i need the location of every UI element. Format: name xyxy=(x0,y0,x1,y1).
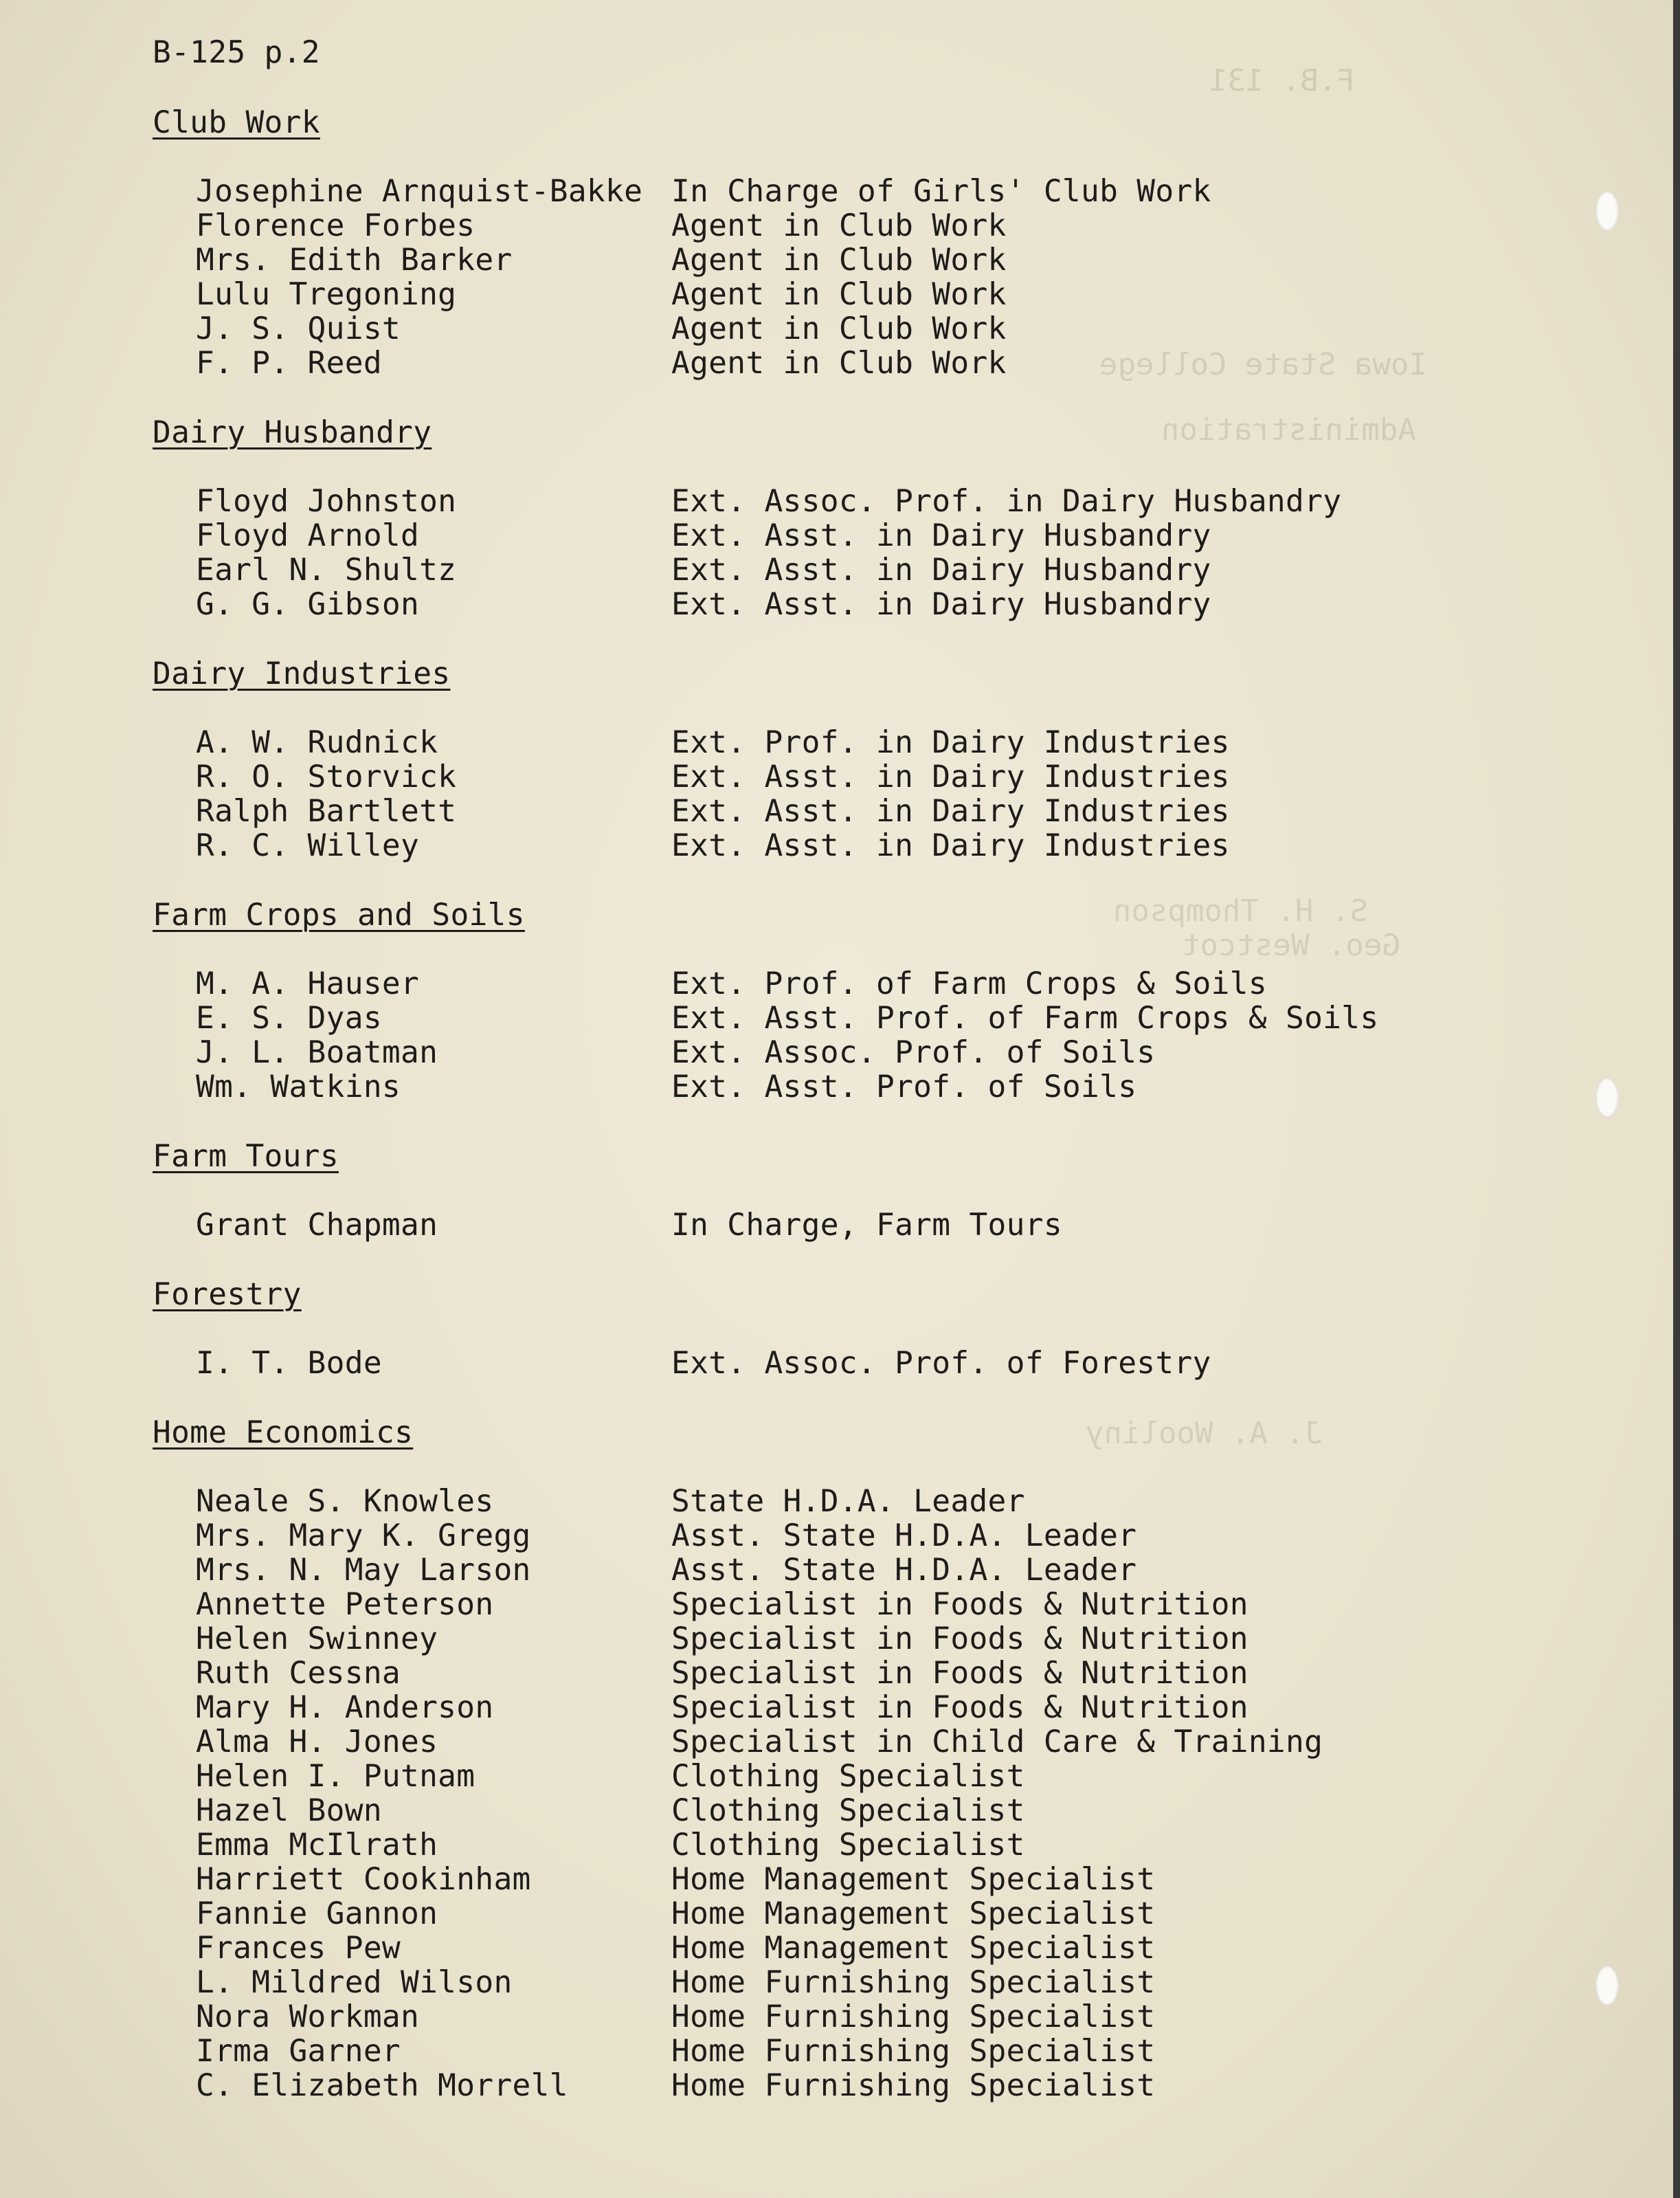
section-dairy-industries xyxy=(153,657,1561,863)
staff-row xyxy=(153,1863,1561,1897)
bleed-through-text: F.B. 131 xyxy=(1209,63,1355,98)
staff-title: Ext. Assoc. Prof. of Soils xyxy=(671,1035,1156,1070)
staff-name: G. G. Gibson xyxy=(196,587,420,622)
staff-row xyxy=(153,1519,1561,1553)
staff-title: Ext. Asst. in Dairy Industries xyxy=(671,828,1230,863)
staff-title: Agent in Club Work xyxy=(671,243,1007,278)
staff-name: Hazel Bown xyxy=(196,1793,382,1828)
staff-row xyxy=(153,1588,1561,1622)
staff-title: Ext. Asst. in Dairy Husbandry xyxy=(671,553,1211,588)
staff-title: Agent in Club Work xyxy=(671,311,1007,346)
staff-name: Lulu Tregoning xyxy=(196,277,457,312)
section-farm-crops-and-soils xyxy=(153,898,1561,1104)
staff-row xyxy=(153,795,1561,829)
staff-row xyxy=(153,312,1561,346)
staff-row xyxy=(153,1794,1561,1828)
section-heading: Forestry xyxy=(153,1277,302,1312)
staff-row xyxy=(153,485,1561,519)
bleed-through-text: J. A. Wooliny xyxy=(1086,1416,1323,1451)
staff-row xyxy=(153,1070,1561,1104)
staff-title: Ext. Asst. in Dairy Husbandry xyxy=(671,518,1211,553)
staff-name: C. Elizabeth Morrell xyxy=(196,2068,568,2103)
staff-row xyxy=(153,1897,1561,1931)
staff-name: Alma H. Jones xyxy=(196,1724,438,1759)
staff-row xyxy=(153,553,1561,588)
staff-title: Ext. Assoc. Prof. of Forestry xyxy=(671,1346,1211,1381)
bleed-through-text: Geo. Westcot xyxy=(1182,928,1400,963)
staff-row xyxy=(153,1656,1561,1691)
staff-title: Ext. Asst. in Dairy Industries xyxy=(671,794,1230,829)
staff-row xyxy=(153,2069,1561,2103)
staff-listing xyxy=(153,36,1561,2138)
staff-row xyxy=(153,1208,1561,1243)
staff-name: Fannie Gannon xyxy=(196,1896,438,1931)
staff-name: Florence Forbes xyxy=(196,208,475,243)
section-heading: Club Work xyxy=(153,105,320,140)
staff-name: Emma McIlrath xyxy=(196,1828,438,1863)
staff-name: Mrs. Edith Barker xyxy=(196,243,513,278)
section-club-work xyxy=(153,106,1561,381)
staff-title: Home Furnishing Specialist xyxy=(671,1965,1156,2000)
staff-row xyxy=(153,2000,1561,2034)
staff-row xyxy=(153,243,1561,278)
page-reference: B-125 p.2 xyxy=(153,35,320,70)
staff-title: Ext. Asst. in Dairy Husbandry xyxy=(671,587,1211,622)
staff-name: Floyd Arnold xyxy=(196,518,420,553)
punch-hole xyxy=(1595,1966,1619,2006)
staff-name: Grant Chapman xyxy=(196,1208,438,1243)
staff-row xyxy=(153,1001,1561,1036)
staff-name: L. Mildred Wilson xyxy=(196,1965,513,2000)
staff-title: Specialist in Foods & Nutrition xyxy=(671,1656,1248,1691)
staff-name: Ralph Bartlett xyxy=(196,794,457,829)
staff-name: I. T. Bode xyxy=(196,1346,382,1381)
staff-row xyxy=(153,1828,1561,1863)
staff-name: Wm. Watkins xyxy=(196,1069,401,1104)
staff-row xyxy=(153,1691,1561,1725)
staff-row xyxy=(153,1485,1561,1519)
staff-name: Annette Peterson xyxy=(196,1587,494,1622)
staff-name: Irma Garner xyxy=(196,2034,401,2069)
staff-title: Agent in Club Work xyxy=(671,277,1007,312)
staff-name: E. S. Dyas xyxy=(196,1001,382,1036)
staff-row xyxy=(153,1553,1561,1588)
staff-title: Agent in Club Work xyxy=(671,208,1007,243)
staff-row xyxy=(153,1725,1561,1759)
staff-title: In Charge, Farm Tours xyxy=(671,1208,1062,1243)
staff-name: Mrs. Mary K. Gregg xyxy=(196,1518,531,1553)
staff-title: State H.D.A. Leader xyxy=(671,1484,1025,1519)
staff-row xyxy=(153,967,1561,1001)
staff-title: Clothing Specialist xyxy=(671,1759,1025,1794)
staff-row xyxy=(153,1759,1561,1794)
staff-title: Ext. Asst. in Dairy Industries xyxy=(671,759,1230,795)
staff-name: Helen I. Putnam xyxy=(196,1759,475,1794)
staff-title: Ext. Prof. in Dairy Industries xyxy=(671,725,1230,760)
staff-name: Floyd Johnston xyxy=(196,484,457,519)
staff-title: Clothing Specialist xyxy=(671,1828,1025,1863)
staff-row xyxy=(153,2034,1561,2069)
staff-name: A. W. Rudnick xyxy=(196,725,438,760)
staff-row xyxy=(153,519,1561,553)
punch-hole xyxy=(1595,1078,1619,1118)
staff-name: F. P. Reed xyxy=(196,346,382,381)
section-heading: Farm Crops and Soils xyxy=(153,898,525,933)
staff-row xyxy=(153,1346,1561,1381)
staff-name: R. C. Willey xyxy=(196,828,420,863)
staff-row xyxy=(153,760,1561,795)
staff-title: Home Management Specialist xyxy=(671,1931,1156,1966)
staff-title: Ext. Prof. of Farm Crops & Soils xyxy=(671,966,1267,1001)
bleed-through-text: Administration xyxy=(1161,412,1416,447)
staff-name: R. O. Storvick xyxy=(196,759,457,795)
staff-title: Asst. State H.D.A. Leader xyxy=(671,1518,1137,1553)
staff-row xyxy=(153,1931,1561,1966)
staff-name: J. S. Quist xyxy=(196,311,401,346)
section-home-economics xyxy=(153,1416,1561,2103)
staff-name: Mrs. N. May Larson xyxy=(196,1553,531,1588)
staff-name: Earl N. Shultz xyxy=(196,553,457,588)
staff-title: Specialist in Foods & Nutrition xyxy=(671,1621,1248,1656)
staff-row xyxy=(153,588,1561,622)
section-dairy-husbandry xyxy=(153,416,1561,622)
staff-title: In Charge of Girls' Club Work xyxy=(671,174,1211,209)
staff-row xyxy=(153,829,1561,863)
bleed-through-text: S. H. Thompson xyxy=(1113,893,1368,929)
staff-name: J. L. Boatman xyxy=(196,1035,438,1070)
staff-title: Ext. Asst. Prof. of Farm Crops & Soils xyxy=(671,1001,1379,1036)
section-heading: Dairy Husbandry xyxy=(153,415,432,450)
staff-title: Ext. Assoc. Prof. in Dairy Husbandry xyxy=(671,484,1342,519)
staff-title: Ext. Asst. Prof. of Soils xyxy=(671,1069,1137,1104)
staff-name: Harriett Cookinham xyxy=(196,1862,531,1897)
staff-name: Helen Swinney xyxy=(196,1621,438,1656)
staff-row xyxy=(153,209,1561,243)
staff-title: Home Management Specialist xyxy=(671,1862,1156,1897)
staff-name: Ruth Cessna xyxy=(196,1656,401,1691)
section-farm-tours xyxy=(153,1140,1561,1243)
section-forestry xyxy=(153,1278,1561,1381)
section-heading: Home Economics xyxy=(153,1415,414,1450)
staff-title: Specialist in Foods & Nutrition xyxy=(671,1690,1248,1725)
staff-title: Home Furnishing Specialist xyxy=(671,1999,1156,2034)
staff-name: Nora Workman xyxy=(196,1999,420,2034)
staff-row xyxy=(153,175,1561,209)
staff-row xyxy=(153,1036,1561,1070)
staff-row xyxy=(153,278,1561,312)
staff-name: Frances Pew xyxy=(196,1931,401,1966)
section-heading: Farm Tours xyxy=(153,1139,339,1174)
staff-row xyxy=(153,346,1561,381)
staff-name: Mary H. Anderson xyxy=(196,1690,494,1725)
staff-title: Home Furnishing Specialist xyxy=(671,2034,1156,2069)
bleed-through-text: Iowa State College xyxy=(1099,347,1427,382)
staff-title: Specialist in Child Care & Training xyxy=(671,1724,1323,1759)
scan-edge xyxy=(1673,0,1680,2198)
staff-title: Agent in Club Work xyxy=(671,346,1007,381)
staff-title: Home Furnishing Specialist xyxy=(671,2068,1156,2103)
staff-name: Josephine Arnquist-Bakke xyxy=(196,174,643,209)
staff-row xyxy=(153,1622,1561,1656)
staff-name: Neale S. Knowles xyxy=(196,1484,494,1519)
section-heading: Dairy Industries xyxy=(153,656,451,691)
staff-title: Clothing Specialist xyxy=(671,1793,1025,1828)
staff-row xyxy=(153,726,1561,760)
staff-title: Home Management Specialist xyxy=(671,1896,1156,1931)
staff-name: M. A. Hauser xyxy=(196,966,420,1001)
punch-hole xyxy=(1595,191,1619,231)
staff-row xyxy=(153,1966,1561,2000)
staff-title: Specialist in Foods & Nutrition xyxy=(671,1587,1248,1622)
staff-title: Asst. State H.D.A. Leader xyxy=(671,1553,1137,1588)
